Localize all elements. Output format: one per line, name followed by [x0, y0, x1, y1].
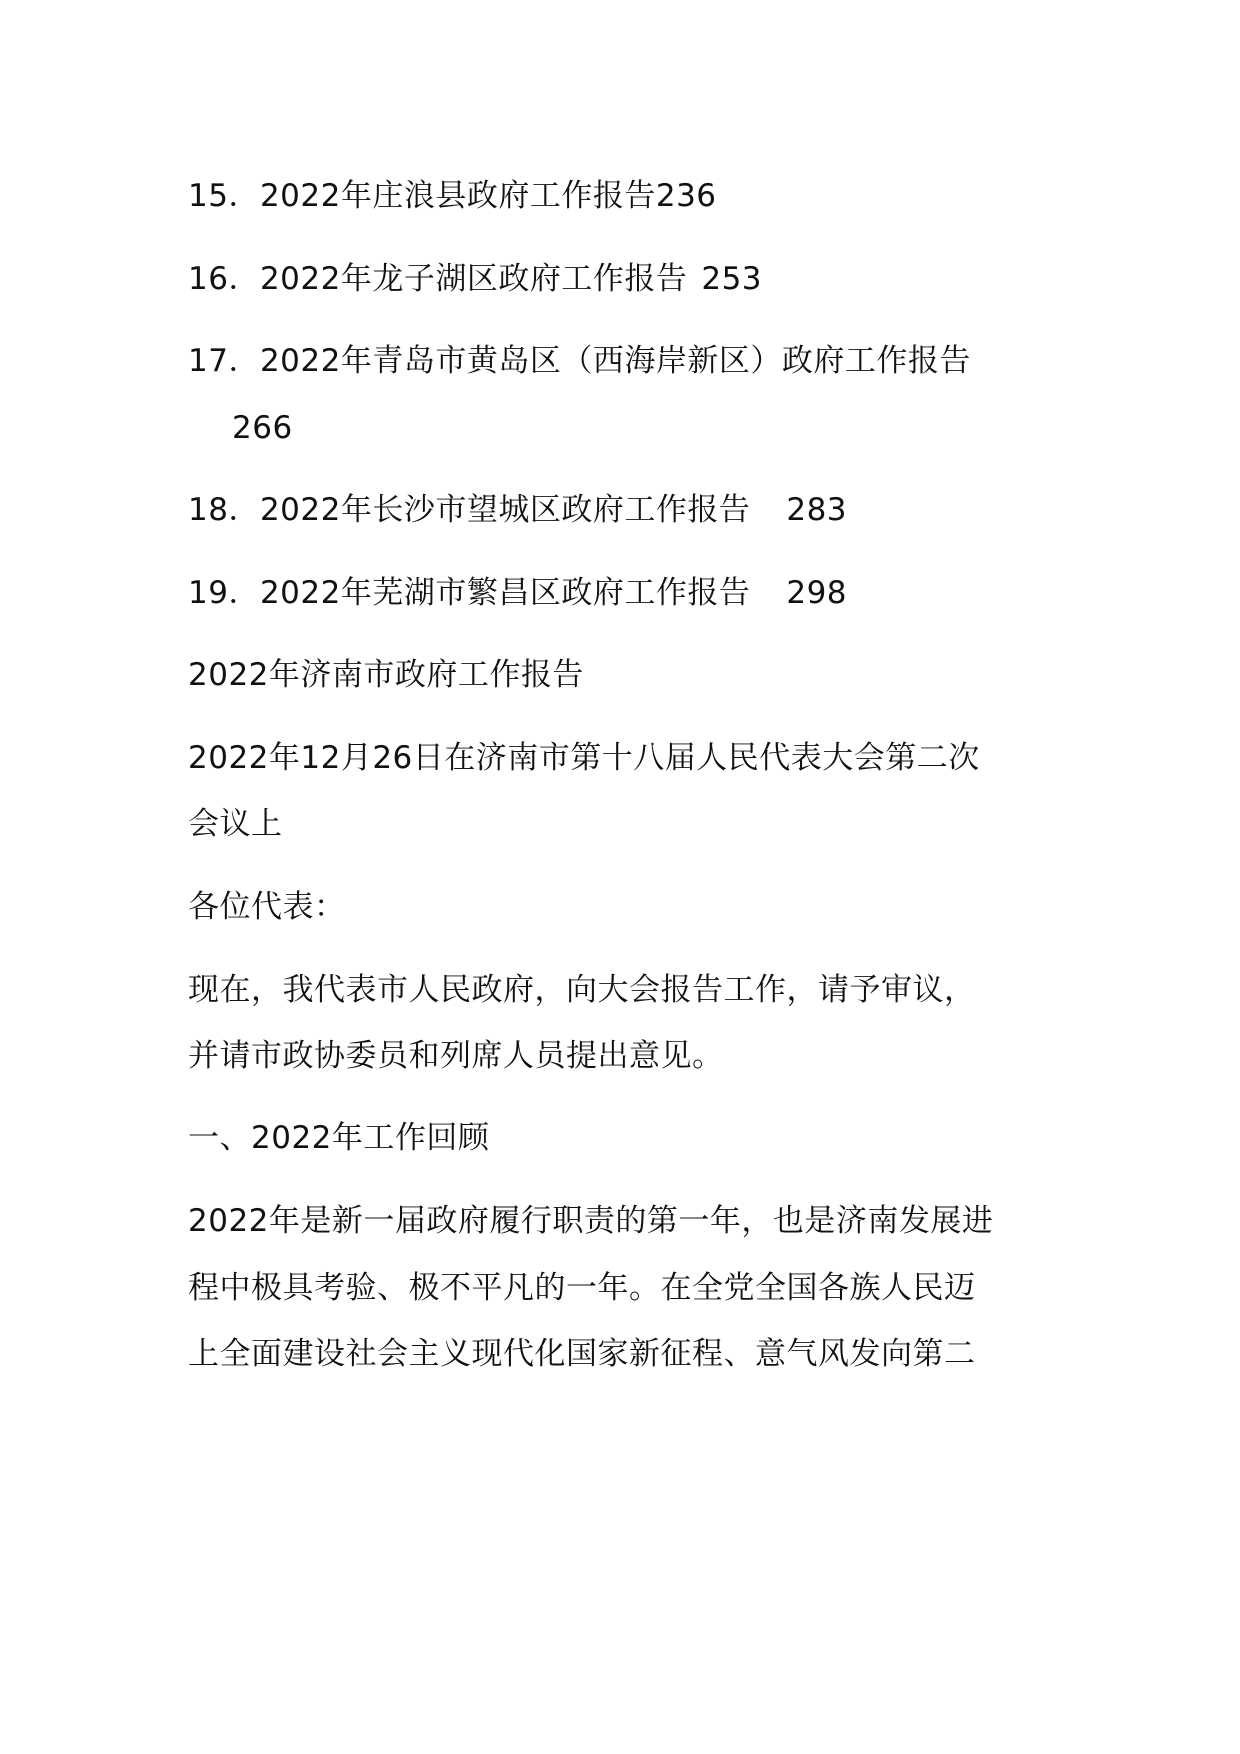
- toc-entry-15[interactable]: [188, 176, 717, 216]
- toc-number: 19．: [188, 575, 260, 611]
- toc-number: 18．: [188, 492, 260, 528]
- toc-number: 15．: [188, 178, 260, 214]
- toc-page-number: 298: [786, 575, 848, 611]
- body-paragraph-line: 程中极具考验、极不平凡的一年。在全党全国各族人民迈: [188, 1270, 976, 1306]
- toc-entry-17-page[interactable]: [232, 408, 293, 448]
- report-subtitle: 2022年12月26日在济南市第十八届人民代表大会第二次: [188, 740, 980, 776]
- toc-entry-16[interactable]: [188, 259, 762, 299]
- toc-page-number: 236: [655, 178, 717, 214]
- toc-title: 2022年龙子湖区政府工作报告: [259, 261, 688, 297]
- toc-title: 2022年青岛市黄岛区（西海岸新区）政府工作报告: [259, 343, 971, 379]
- toc-page-number: 266: [232, 410, 293, 446]
- toc-page-number: 283: [786, 492, 848, 528]
- toc-entry-17[interactable]: [188, 341, 971, 381]
- intro-paragraph-line: 现在，我代表市人民政府，向大会报告工作，请予审议，: [188, 972, 976, 1008]
- report-title: 2022年济南市政府工作报告: [188, 657, 584, 693]
- toc-number: 17．: [188, 343, 260, 379]
- toc-title: 2022年芜湖市繁昌区政府工作报告: [259, 575, 751, 611]
- body-paragraph-line: 上全面建设社会主义现代化国家新征程、意气风发向第二: [188, 1336, 976, 1372]
- report-subtitle-continued: 会议上: [188, 806, 283, 842]
- greeting: 各位代表：: [188, 889, 346, 925]
- intro-paragraph-line: 并请市政协委员和列席人员提出意见。: [188, 1038, 724, 1074]
- toc-title: 2022年长沙市望城区政府工作报告: [259, 492, 751, 528]
- toc-entry-18[interactable]: [188, 490, 847, 530]
- toc-entry-19[interactable]: [188, 573, 847, 613]
- toc-page-number: 253: [701, 261, 763, 297]
- toc-number: 16．: [188, 261, 260, 297]
- section-heading: 一、2022年工作回顾: [188, 1120, 490, 1156]
- toc-title: 2022年庄浪县政府工作报告: [259, 178, 656, 214]
- body-paragraph-line: 2022年是新一届政府履行职责的第一年，也是济南发展进: [188, 1203, 994, 1239]
